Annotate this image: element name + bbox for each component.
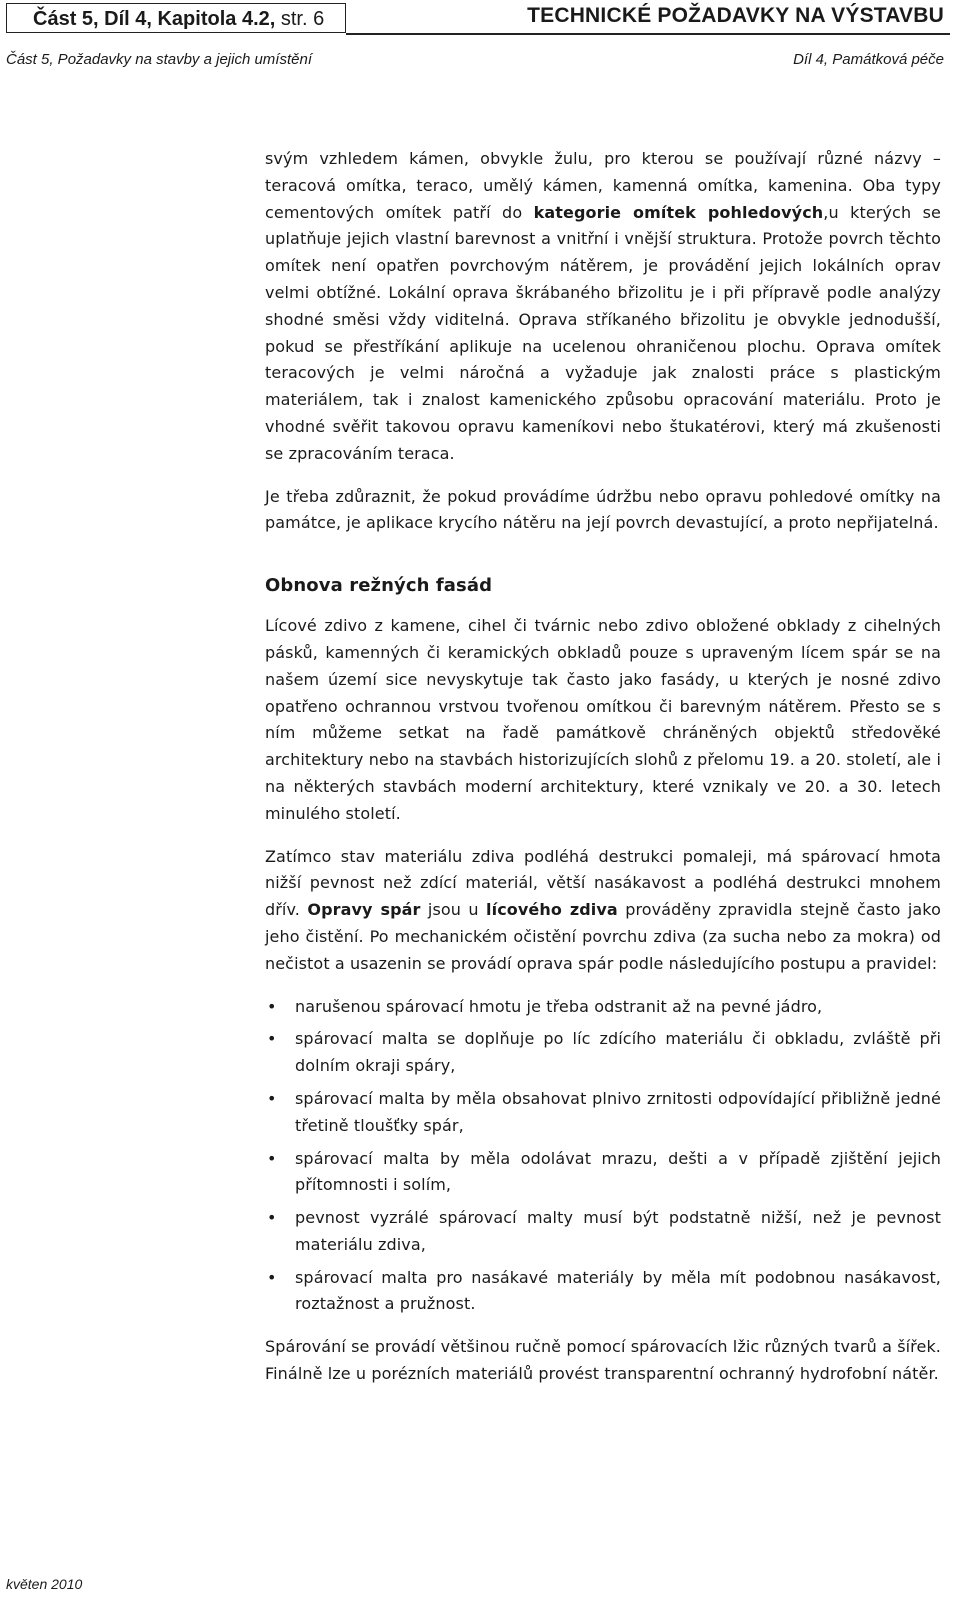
- list-item-text: spárovací malta by měla obsahovat plnivo zrnitosti odpovídající přibližně jedné třetině tloušťky spár,: [295, 1088, 941, 1135]
- paragraph-text: Zatímco stav materiálu zdiva podléhá destrukci pomaleji, má spárovací hmota nižší pevnost než zdící materiál, větší nasákavost a podléhá destrukci mnohem dřív.: [265, 846, 941, 920]
- paragraph-text: svým vzhledem kámen, obvykle žulu, pro kterou se používají různé názvy – teracová omítka, teraco, umělý kámen, kamenná omítka, kamenina. Oba typy cementových omítek patří do: [265, 149, 941, 222]
- chapter-reference: [33, 6, 324, 32]
- bullet-list: [265, 994, 941, 1319]
- paragraph-joint-repair: [265, 844, 941, 978]
- page-reference: str. 6: [280, 8, 325, 30]
- paragraph-text: prováděny zpravidla stejně často jako jeho čistění. Po mechanickém očistění povrchu zdiva (za sucha nebo za mokra) od nečistot a usazenin se provádí oprava spár podle následujícího postupu a pravidel:: [265, 900, 941, 973]
- paragraph-pointing-finish: Spárování se provádí většinou ručně pomocí spárovacích lžic různých tvarů a šířek. Finálně lze u porézních materiálů provést transparentní ochranný hydrofobní nátěr.: [265, 1337, 941, 1384]
- paragraph-text: jsou u: [420, 900, 487, 920]
- list-item: [265, 1026, 941, 1080]
- chapter-reference-bold: Část 5, Díl 4, Kapitola 4.2,: [33, 8, 276, 30]
- footer-date: květen 2010: [6, 1576, 83, 1592]
- list-item: [265, 1086, 941, 1140]
- list-item-text: spárovací malta se doplňuje po líc zdícího materiálu či obkladu, zvláště při dolním okraji spáry,: [295, 1029, 941, 1076]
- chapter-reference-box: [6, 3, 346, 33]
- list-item: [265, 1205, 941, 1259]
- emphasis-text: lícového zdiva: [486, 900, 618, 920]
- bullet-icon: •: [267, 1088, 277, 1108]
- list-item-text: spárovací malta by měla odolávat mrazu, dešti a v případě zjištění jejich přítomnosti i solím,: [295, 1148, 941, 1195]
- list-item-text: narušenou spárovací hmotu je třeba odstranit až na pevné jádro,: [295, 996, 823, 1016]
- paragraph-text: ,u kterých se uplatňuje jejich vlastní barevnost a vnitřní i vnější struktura. Protože povrch těchto omítek není opatřen povrchovým nátěrem, je provádění jejich lokálních oprav velmi obtížné. Lokální oprava škrábaného břizolitu je i při přípravě podle analýzy shodné směsi vždy viditelná. Oprava stříkaného břizolitu je obvykle jednodušší, pokud se přestříkání aplikuje na ucelenou ohraničenou plochu. Oprava omítek teracových je velmi náročná a vyžaduje jak znalosti práce s plastickým materiálem, tak i znalost kamenického způsobu opracování materiálu. Proto je vhodné svěřit takovou opravu kameníkovi nebo štukatérovi, který má zkušenosti se zpracováním teraca.: [265, 202, 941, 463]
- main-content: [265, 146, 941, 1404]
- bullet-icon: •: [267, 1208, 277, 1228]
- section-subtitle: Část 5, Požadavky na stavby a jejich umístění: [6, 51, 312, 68]
- list-item: [265, 1265, 941, 1319]
- document-title: TECHNICKÉ POŽADAVKY NA VÝSTAVBU: [527, 4, 944, 27]
- emphasis-text: Opravy spár: [307, 900, 421, 920]
- paragraph-coating-warning: Je třeba zdůraznit, že pokud provádíme údržbu nebo opravu pohledové omítky na památce, je aplikace krycího nátěru na její povrch devastující, a proto nepřijatelná.: [265, 486, 941, 533]
- bullet-icon: •: [267, 1148, 277, 1168]
- paragraph-plaster-types: [265, 146, 941, 468]
- section-heading: Obnova režných fasád: [265, 575, 493, 597]
- bullet-icon: •: [267, 1267, 277, 1287]
- part-subtitle: Díl 4, Památková péče: [793, 51, 944, 68]
- bullet-icon: •: [267, 1029, 277, 1049]
- list-item-text: pevnost vyzrálé spárovací malty musí být podstatně nižší, než je pevnost materiálu zdiva,: [295, 1208, 941, 1254]
- bullet-icon: •: [267, 996, 277, 1016]
- header-rule: [346, 33, 950, 35]
- emphasis-text: kategorie omítek pohledových: [533, 202, 824, 222]
- list-item: [265, 994, 941, 1021]
- list-item-text: spárovací malta pro nasákavé materiály by měla mít podobnou nasákavost, roztažnost a pružnost.: [295, 1267, 941, 1314]
- paragraph-facing-masonry: Lícové zdivo z kamene, cihel či tvárnic nebo zdivo obložené obklady z cihelných pásků, kamenných či keramických obkladů pouze s upraveným lícem spár se na našem území sice nevyskytuje tak často jako fasády, u kterých je nosné zdivo opatřeno ochrannou vrstvou tvořenou omítkou či barevným nátěrem. Přesto se s ním můžeme setkat na řadě památkově chráněných objektů středověké architektury nebo na stavbách historizujících slohů z přelomu 19. a 20. století, ale i na některých stavbách moderní architektury, které vznikaly ve 20. a 30. letech minulého století.: [265, 616, 941, 823]
- list-item: [265, 1146, 941, 1200]
- page-header: [0, 0, 960, 42]
